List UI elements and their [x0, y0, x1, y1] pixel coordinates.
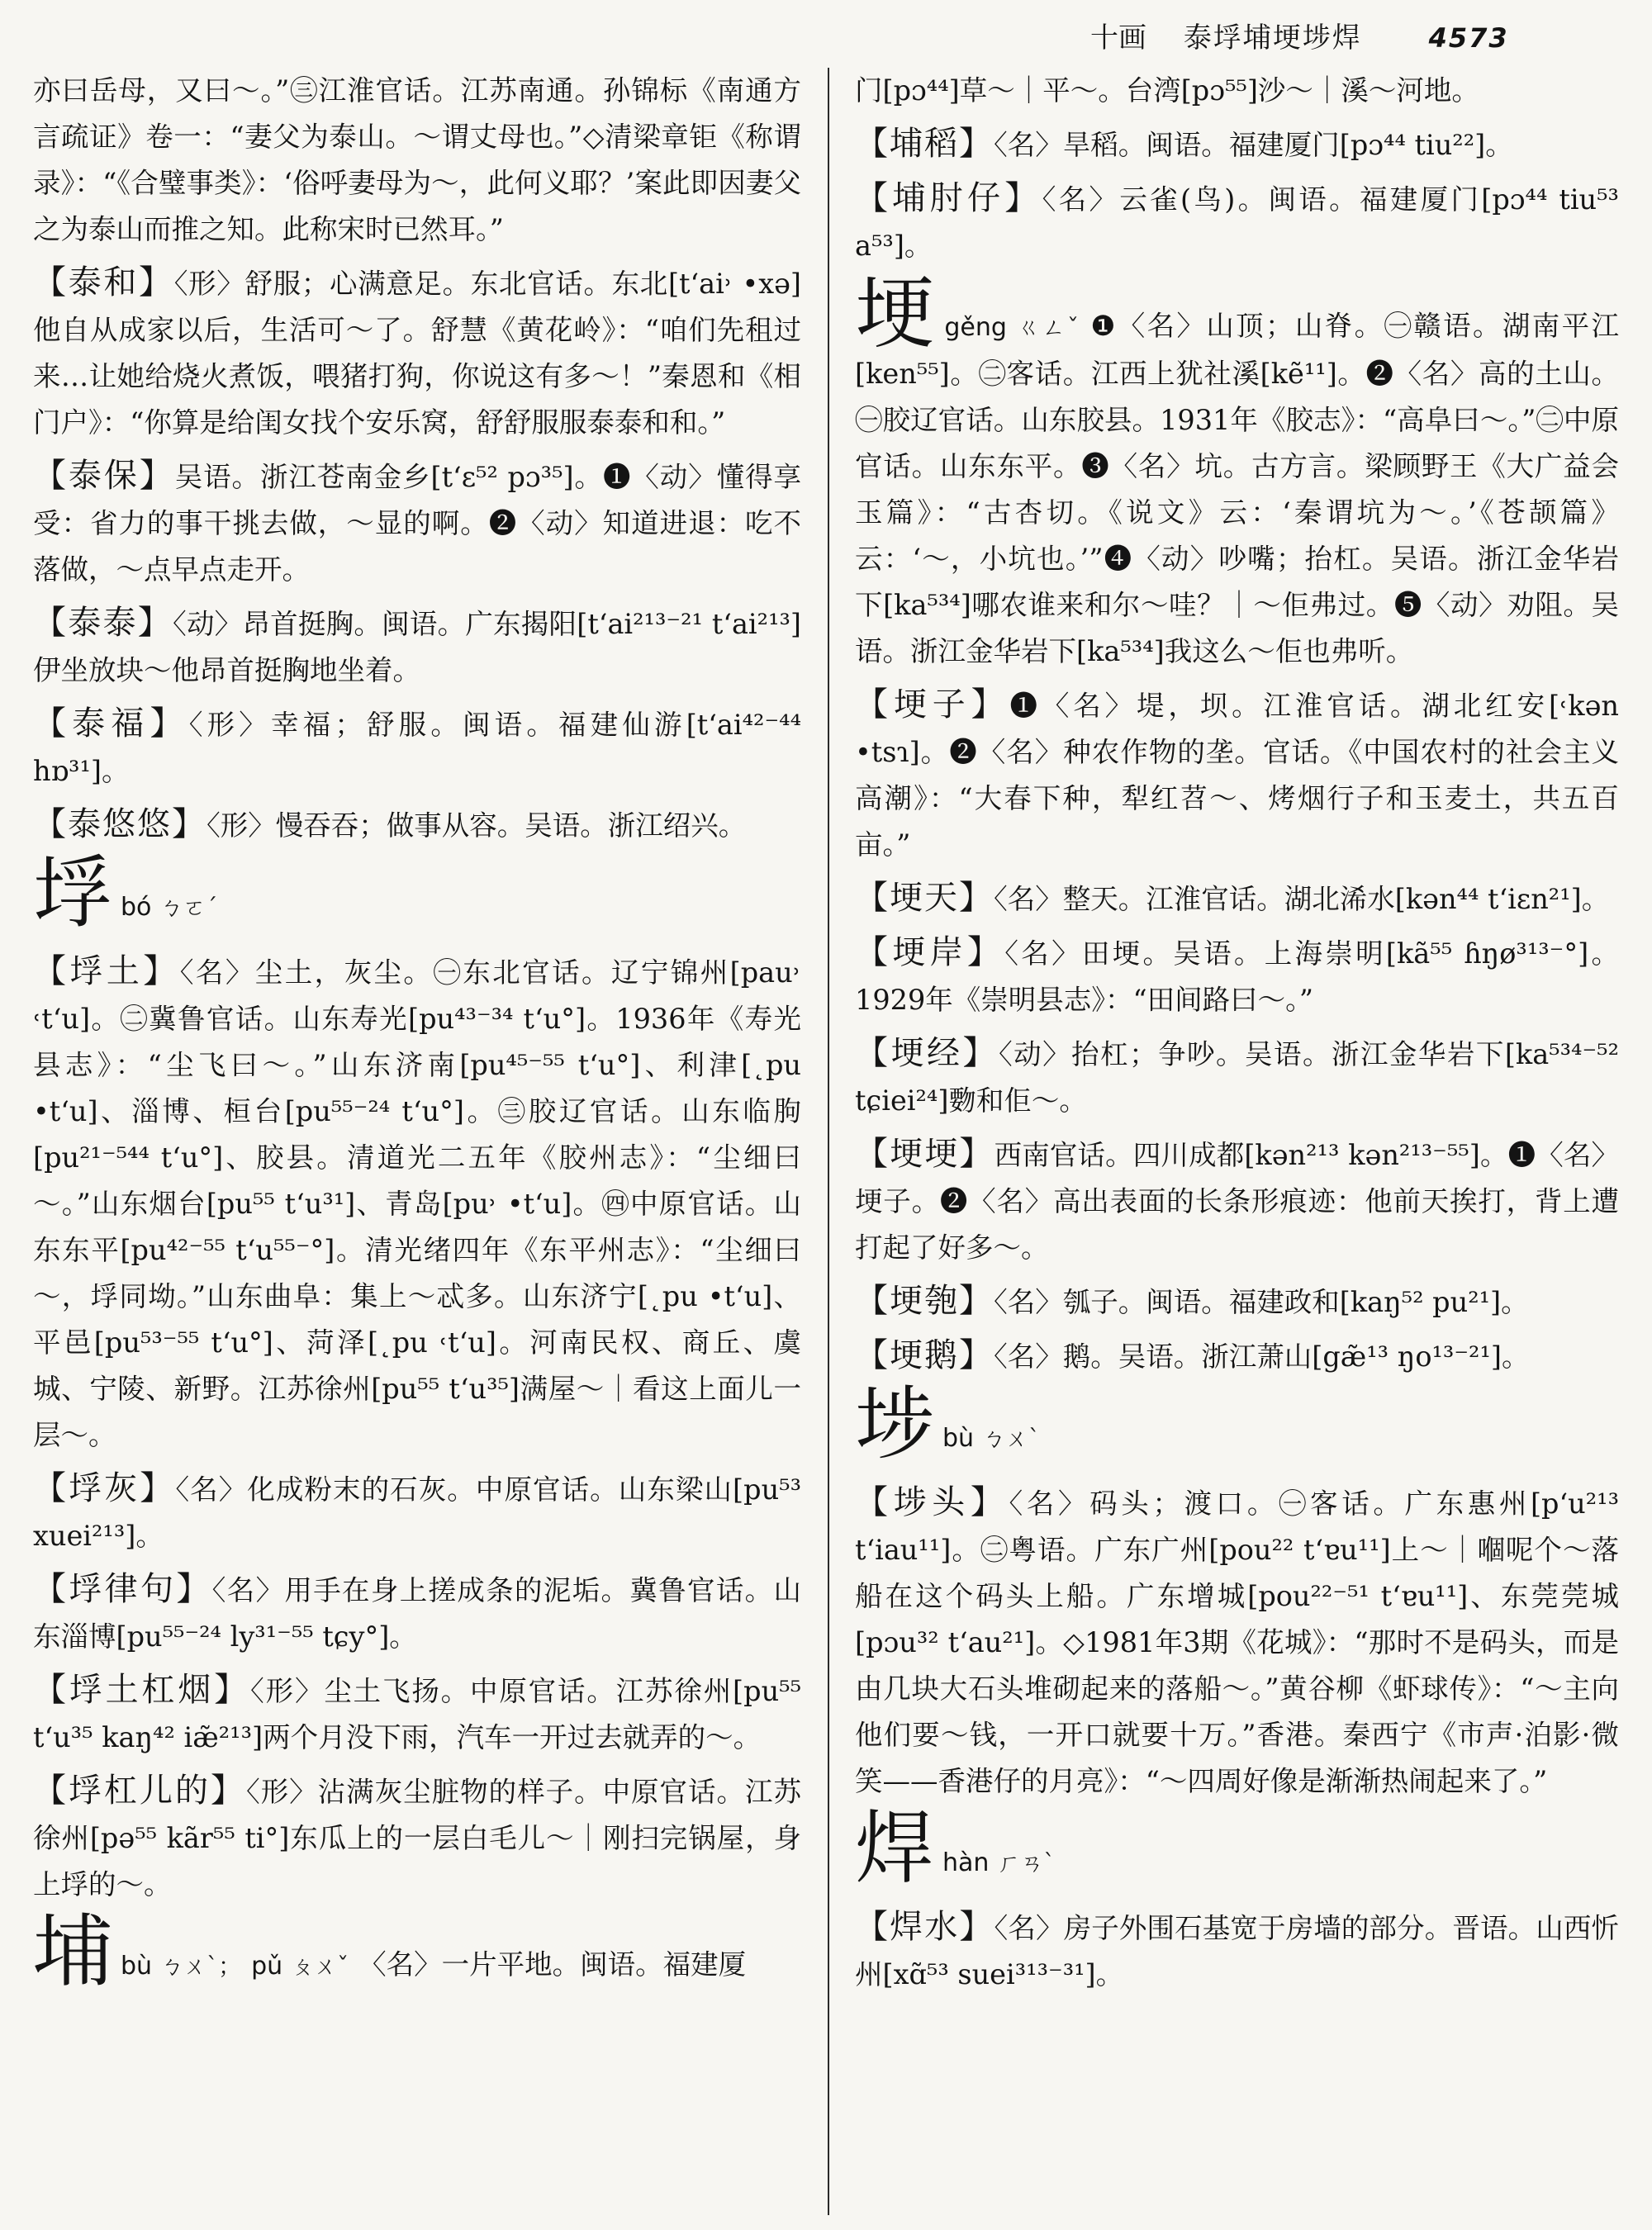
- entry-headword: 【埂经】: [855, 1034, 999, 1072]
- column-divider: [828, 68, 829, 2215]
- entry-headword: 【垺灰】: [33, 1469, 176, 1507]
- entry-definition: 〈形〉慢吞吞；做事从容。吴语。浙江绍兴。: [206, 809, 747, 842]
- entry-definition: 〈名〉房子外围石基宽于房墙的部分。晋语。山西忻州[xɑ̃⁵³ suei³¹³⁻³¹]。: [855, 1912, 1619, 1990]
- entry: [33, 1465, 801, 1559]
- entry-definition: 西南官话。四川成都[kən²¹³ kən²¹³⁻⁵⁵]。❶〈名〉埂子。❷〈名〉高出表面的长条形痕迹：他前天挨打，背上遭打起了好多～。: [855, 1139, 1619, 1264]
- continued-text: 亦曰岳母，又曰～。”㊂江淮官话。江苏南通。孙锦标《南通方言疏证》卷一：“妻父为泰山。～谓丈母也。”◇清梁章钜《称谓录》：“《合璧事类》：‘俗呼妻母为～，此何义耶？’案此即因妻父之为泰山而推之知。此称宋时已然耳。”: [33, 74, 801, 245]
- head-character-block: [33, 1905, 801, 2004]
- entry-headword: 【垺土】: [33, 952, 180, 990]
- head-character: 埗: [855, 1378, 934, 1470]
- head-character: 埔: [33, 1905, 112, 1998]
- head-pinyin: hàn: [942, 1848, 990, 1877]
- entry-headword: 【埂鹅】: [855, 1336, 994, 1374]
- entry-headword: 【泰和】: [33, 263, 174, 301]
- entry: [33, 453, 801, 593]
- entry-headword: 【垺土杠烟】: [33, 1671, 251, 1709]
- entry: [33, 1667, 801, 1761]
- head-zhuyin: ㄅㄛˊ: [159, 894, 218, 921]
- entry: [855, 175, 1619, 269]
- head-zhuyin-alt: ㄆㄨˇ: [291, 1952, 349, 1980]
- head-definition: ❶〈名〉山顶；山脊。㊀赣语。湖南平江[ken⁵⁵]。㊁客话。江西上犹社溪[kẽ¹¹]。❷〈名〉高的土山。㊀胶辽官话。山东胶县。1931年《胶志》：“高阜曰～。”㊁中原官话。山东东平。❸〈名〉坑。古方言。梁顾野王《大广益会玉篇》：“古杏切。《说文》云：‘秦谓坑为～。’《苍颉篇》云：‘～，小坑也。’”❹〈动〉吵嘴；抬杠。吴语。浙江金华岩下[ka⁵³⁴]哪农谁来和尔～哇？｜～佢弗过。❺〈动〉劝阻。吴语。浙江金华岩下[ka⁵³⁴]我这么～佢也弗听。: [855, 310, 1619, 667]
- header-section: 十画: [1090, 21, 1146, 55]
- head-character: 焊: [855, 1802, 934, 1895]
- entry-headword: 【埗头】: [855, 1483, 1009, 1521]
- entry-definition: 〈动〉抬杠；争吵。吴语。浙江金华岩下[ka⁵³⁴⁻⁵² tɕiei²⁴]覅和佢～。: [855, 1038, 1619, 1117]
- head-zhuyin: ㄏㄢˋ: [997, 1849, 1056, 1877]
- head-pinyin-alt: pǔ: [251, 1952, 283, 1981]
- page-number: 4573: [1428, 22, 1509, 54]
- entry: [33, 948, 801, 1459]
- entry-definition: ❶〈名〉堤，坝。江淮官话。湖北红安[˓kən •tsɿ]。❷〈名〉种农作物的垄。官话。《中国农村的社会主义高潮》：“大春下种，犁红苕～、烤烟行子和玉麦土，共五百亩。”: [855, 690, 1619, 861]
- entry-definition: 〈形〉沾满灰尘脏物的样子。中原官话。江苏徐州[pə⁵⁵ kãr⁵⁵ ti°]东瓜上的一层白毛儿～｜刚扫完锅屋，身上垺的～。: [33, 1776, 801, 1900]
- entry: [855, 1030, 1619, 1124]
- entry-headword: 【垺律句】: [33, 1570, 212, 1608]
- head-character: 垺: [33, 847, 112, 939]
- entry: [855, 875, 1619, 923]
- entry: [855, 929, 1619, 1023]
- entry-headword: 【埂埂】: [855, 1135, 995, 1173]
- entry-definition: 〈形〉舒服；心满意足。东北官话。东北[t‘ai˒ •xə] 他自从成家以后，生活可～了。舒慧《黄花岭》：“咱们先租过来…让她给烧火煮饭，喂猪打狗，你说这有多～！”秦恩和《相门户》：“你算是给闺女找个安乐窝，舒舒服服泰泰和和。”: [33, 268, 801, 439]
- page-header: [1090, 13, 1602, 63]
- head-zhuyin: ㄅㄨˋ；: [160, 1952, 242, 1980]
- entry-definition: 〈名〉鹅。吴语。浙江萧山[gæ̃¹³ ŋo¹³⁻²¹]。: [994, 1340, 1530, 1373]
- head-zhuyin: ㄅㄨˋ: [982, 1425, 1041, 1452]
- entry-definition: 〈形〉幸福；舒服。闽语。福建仙游[t‘ai⁴²⁻⁴⁴ hɒ³¹]。: [33, 709, 801, 787]
- entry-headword: 【泰福】: [33, 705, 189, 743]
- head-character-block: [855, 1802, 1619, 1900]
- entry-definition: 吴语。浙江苍南金乡[t‘ɛ⁵² pɔ³⁵]。❶〈动〉懂得享受：省力的事干挑去做，～显的啊。❷〈动〉知道进退：吃不落做，～点早点走开。: [33, 461, 801, 586]
- entry: [33, 1566, 801, 1660]
- entry-definition: 〈名〉化成粉末的石灰。中原官话。山东梁山[pu⁵³ xuei²¹³]。: [33, 1473, 801, 1552]
- head-character-block: [33, 847, 801, 945]
- head-definition: 〈名〉一片平地。闽语。福建厦: [358, 1948, 747, 1981]
- entry: [33, 600, 801, 694]
- entry-headword: 【泰保】: [33, 457, 175, 495]
- entry: [855, 681, 1619, 868]
- entry-definition: 〈名〉云雀(鸟)。闽语。福建厦门[pɔ⁴⁴ tiu⁵³ a⁵³]。: [855, 183, 1619, 262]
- entry-headword: 【泰悠悠】: [33, 805, 206, 843]
- head-pinyin: gěng: [944, 313, 1007, 342]
- entry-definition: 〈名〉整天。江淮官话。湖北浠水[kən⁴⁴ t‘iɛn²¹]。: [994, 883, 1610, 915]
- head-pinyin: bó: [121, 893, 152, 922]
- entry-definition: 〈形〉尘土飞扬。中原官话。江苏徐州[pu⁵⁵ t‘u³⁵ kaŋ⁴² iæ̃²¹³]两个月没下雨，汽车一开过去就弄的～。: [33, 1675, 801, 1753]
- head-character: 埂: [855, 267, 937, 359]
- head-character-entry: [855, 267, 1619, 675]
- entry: [855, 121, 1619, 168]
- entry-headword: 【埔肘仔】: [855, 179, 1042, 217]
- entry: [33, 259, 801, 446]
- entry: [855, 1131, 1619, 1271]
- entry-definition: 〈名〉田埂。吴语。上海崇明[kã⁵⁵ ɦŋø³¹³⁻°]。1929年《崇明县志》：“田间路曰～。”: [855, 937, 1619, 1016]
- entry: [855, 1332, 1619, 1380]
- left-column: [33, 68, 801, 2223]
- entry-headword: 【焊水】: [855, 1908, 995, 1946]
- entry-headword: 【埂子】: [855, 686, 1010, 724]
- head-zhuyin: ㄍㄥˇ: [1014, 314, 1081, 341]
- entry-headword: 【埂岸】: [855, 933, 1005, 971]
- entry-definition: 〈名〉旱稻。闽语。福建厦门[pɔ⁴⁴ tiu²²]。: [994, 129, 1513, 161]
- entry-definition: 〈名〉码头；渡口。㊀客话。广东惠州[p‘u²¹³ t‘iau¹¹]。㊁粤语。广东广州[pou²² t‘ɐu¹¹]上～｜嗰呢个～落船在这个码头上船。广东增城[pou²²⁻⁵¹ t‘ɐu¹¹]、东莞莞城[pɔu³² t‘au²¹]。◇1981年3期《花城》：“那时不是码头，而是由几块大石头堆砌起来的落船～。”黄谷柳《虾球传》：“～主向他们要～钱，一开口就要十万。”香港。秦西宁《市声·泊影·微笑——香港仔的月亮》：“～四周好像是渐渐热闹起来了。”: [855, 1487, 1619, 1797]
- entry-headword: 【垺杠儿的】: [33, 1772, 246, 1810]
- entry: [855, 1904, 1619, 1998]
- head-pinyin: bù: [121, 1952, 153, 1981]
- right-column: [855, 68, 1619, 2223]
- entry-definition: 〈名〉尘土，灰尘。㊀东北官话。辽宁锦州[pau˒ ˓t‘u]。㊁冀鲁官话。山东寿光[pu⁴³⁻³⁴ t‘u°]。1936年《寿光县志》：“尘飞曰～。”山东济南[pu⁴⁵⁻⁵⁵ t‘u°]、利津[˛pu •t‘u]、淄博、桓台[pu⁵⁵⁻²⁴ t‘u°]。㊂胶辽官话。山东临朐[pu²¹⁻⁵⁴⁴ t‘u°]、胶县。清道光二五年《胶州志》：“尘细曰～。”山东烟台[pu⁵⁵ t‘u³¹]、青岛[pu˒ •t‘u]。㊃中原官话。山东东平[pu⁴²⁻⁵⁵ t‘u⁵⁵⁻°]。清光绪四年《东平州志》：“尘细曰～，垺同坳。”山东曲阜：集上～忒多。山东济宁[˛pu •t‘u]、平邑[pu⁵³⁻⁵⁵ t‘u°]、菏泽[˛pu ˓t‘u]。河南民权、商丘、虞城、宁陵、新野。江苏徐州[pu⁵⁵ t‘u³⁵]满屋～｜看这上面儿一层～。: [33, 956, 801, 1451]
- header-chars: 泰垺埔埂埗焊: [1183, 21, 1362, 55]
- head-character-block: [855, 1378, 1619, 1476]
- entry-headword: 【泰泰】: [33, 604, 173, 642]
- continued-text: 门[pɔ⁴⁴]草～｜平～。台湾[pɔ⁵⁵]沙～｜溪～河地。: [855, 74, 1479, 107]
- entry-headword: 【埂匏】: [855, 1282, 994, 1320]
- entry: [855, 1479, 1619, 1805]
- entry: [855, 1278, 1619, 1326]
- entry-definition: 〈动〉昂首挺胸。闽语。广东揭阳[t‘ai²¹³⁻²¹ t‘ai²¹³]伊坐放块～他昂首挺胸地坐着。: [33, 608, 801, 686]
- entry: [33, 1767, 801, 1908]
- entry-definition: 〈名〉瓠子。闽语。福建政和[kaŋ⁵² pu²¹]。: [994, 1286, 1529, 1318]
- entry-headword: 【埂天】: [855, 879, 994, 917]
- entry: [33, 801, 801, 849]
- entry-headword: 【埔稻】: [855, 125, 994, 163]
- head-pinyin: bù: [942, 1424, 975, 1453]
- entry: [33, 700, 801, 795]
- entry-definition: 〈名〉用手在身上搓成条的泥垢。冀鲁官话。山东淄博[pu⁵⁵⁻²⁴ ly³¹⁻⁵⁵ tɕy°]。: [33, 1574, 801, 1653]
